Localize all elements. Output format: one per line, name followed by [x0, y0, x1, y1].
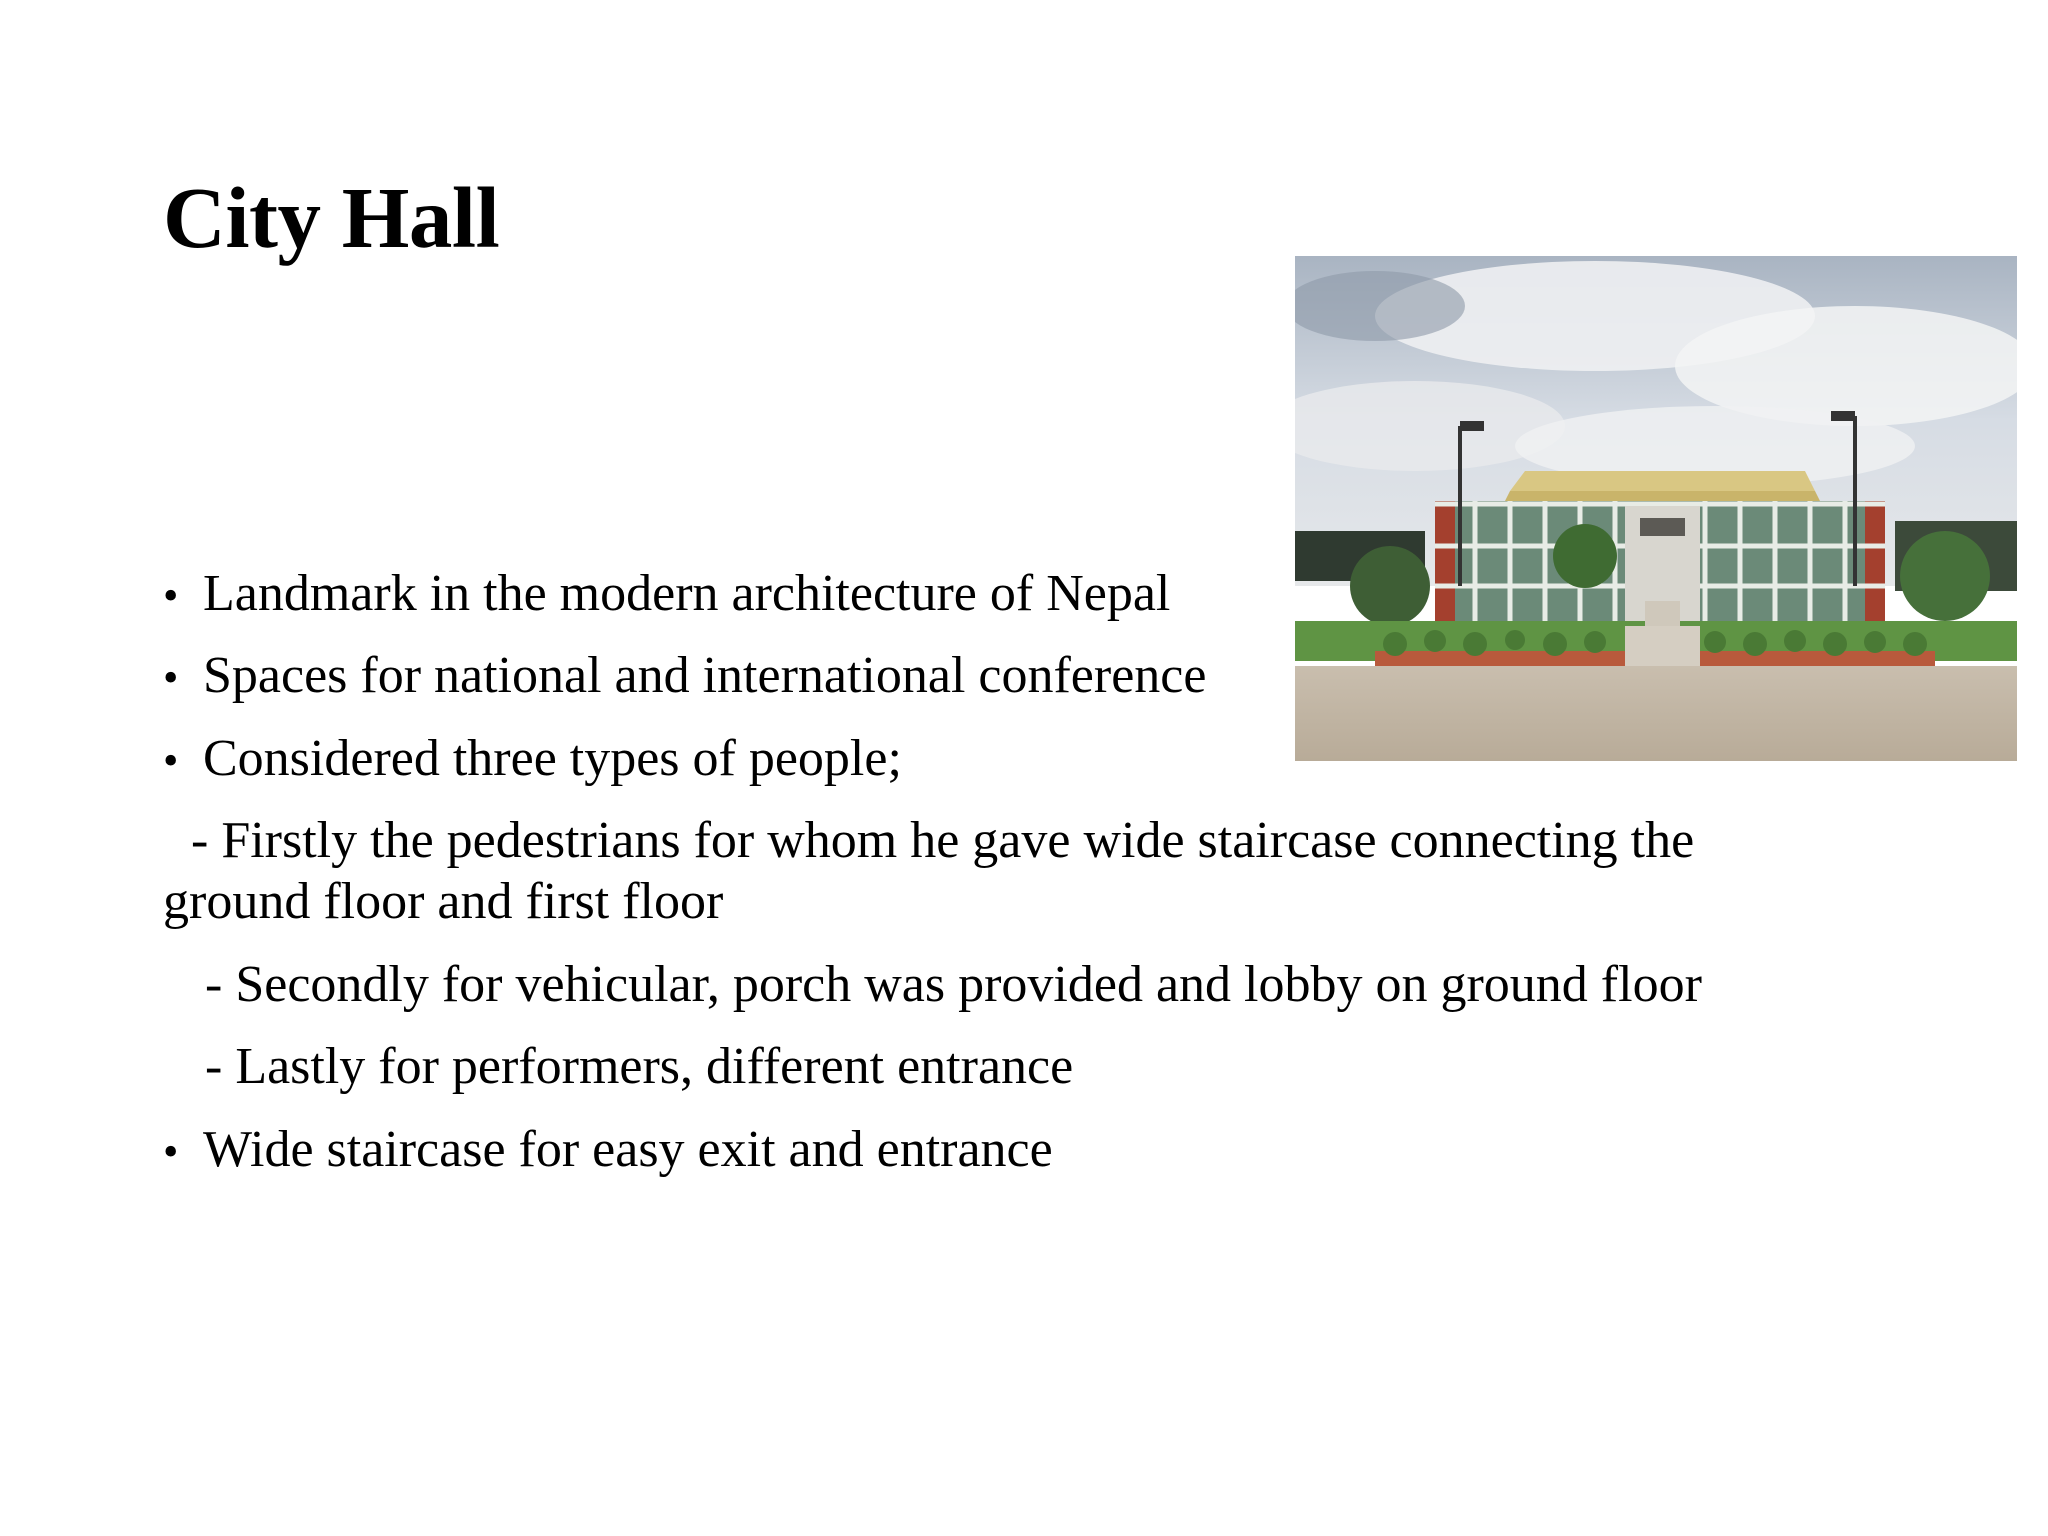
sub-item-pedestrians-continued: ground floor and first floor [163, 873, 724, 931]
sub-item-pedestrians: - Firstly the pedestrians for whom he gave wide staircase connecting the [191, 812, 1695, 870]
bullet-text: Wide staircase for easy exit and entrance [203, 1120, 1053, 1178]
bullet-item [163, 563, 1863, 624]
bullet-text: Considered three types of people; [203, 729, 902, 787]
bullet-symbol: • [163, 653, 179, 703]
bullet-item [163, 645, 1863, 706]
bullet-symbol: • [163, 735, 179, 785]
sub-item-vehicular: - Secondly for vehicular, porch was provided and lobby on ground floor [205, 955, 1702, 1013]
bullet-item [163, 1119, 1863, 1180]
bullet-symbol: • [163, 1126, 179, 1176]
bullet-text: Landmark in the modern architecture of Nepal [203, 565, 1171, 622]
slide-title: City Hall [163, 169, 500, 266]
sub-item-performers: - Lastly for performers, different entrance [205, 1038, 1074, 1096]
bullet-text: Spaces for national and international conference [203, 647, 1207, 705]
bullet-item [163, 728, 1863, 789]
bullet-symbol: • [163, 571, 179, 620]
slide-body [163, 563, 1863, 1201]
